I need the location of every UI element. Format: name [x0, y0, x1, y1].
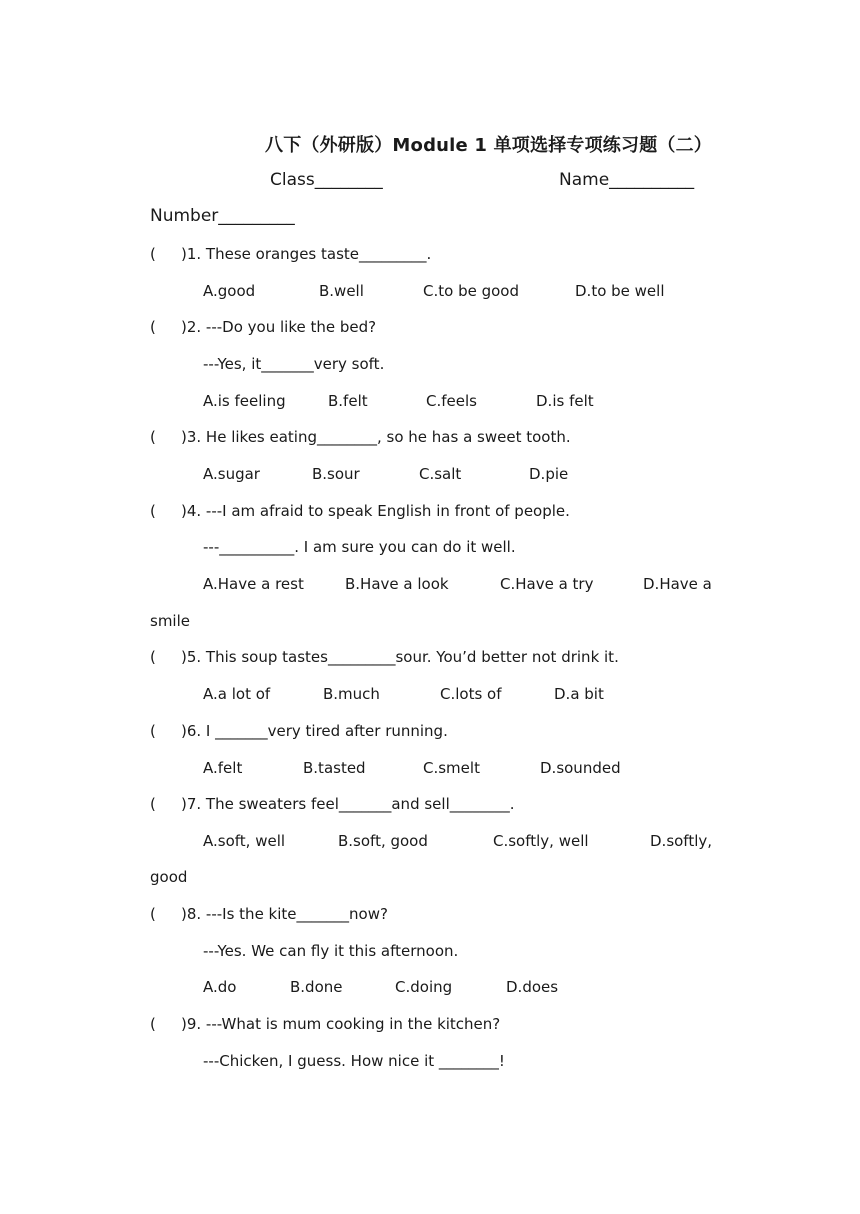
option-c: C.doing — [395, 978, 453, 996]
question-stem: )1. These oranges taste_________. — [181, 245, 432, 263]
option-b: B.well — [319, 282, 364, 300]
question-dialogue-line: ---Yes, it_______very soft. — [203, 355, 385, 373]
option-d-continuation: smile — [150, 612, 190, 630]
question-stem: )8. ---Is the kite_______now? — [181, 905, 388, 923]
option-d: D.a bit — [554, 685, 604, 703]
question-dialogue-line: ---Chicken, I guess. How nice it ________! — [203, 1052, 505, 1070]
answer-paren: ( — [150, 502, 156, 520]
question-stem: )9. ---What is mum cooking in the kitchen? — [181, 1015, 501, 1033]
option-a: A.a lot of — [203, 685, 271, 703]
answer-paren: ( — [150, 1015, 156, 1033]
option-b: B.sour — [312, 465, 360, 483]
option-d-continuation: good — [150, 868, 188, 886]
question-stem: )2. ---Do you like the bed? — [181, 318, 377, 336]
question-stem: )3. He likes eating________, so he has a sweet tooth. — [181, 428, 571, 446]
option-b: B.much — [323, 685, 380, 703]
option-a: A.soft, well — [203, 832, 286, 850]
option-c: C.to be good — [423, 282, 519, 300]
option-a: A.is feeling — [203, 392, 286, 410]
option-c: C.smelt — [423, 759, 480, 777]
question-stem: )7. The sweaters feel_______and sell________. — [181, 795, 515, 813]
option-d: D.to be well — [575, 282, 665, 300]
option-d: D.sounded — [540, 759, 621, 777]
answer-paren: ( — [150, 905, 156, 923]
option-b: B.done — [290, 978, 343, 996]
option-b: B.tasted — [303, 759, 366, 777]
option-a: A.felt — [203, 759, 243, 777]
option-d: D.softly, — [650, 832, 713, 850]
answer-paren: ( — [150, 648, 156, 666]
class-field: Class________ — [270, 170, 383, 190]
question-dialogue-line: ---__________. I am sure you can do it well. — [203, 538, 516, 556]
option-c: C.feels — [426, 392, 477, 410]
question-stem: )6. I _______very tired after running. — [181, 722, 448, 740]
option-b: B.soft, good — [338, 832, 428, 850]
option-c: C.softly, well — [493, 832, 589, 850]
name-field: Name__________ — [559, 170, 695, 190]
answer-paren: ( — [150, 795, 156, 813]
option-c: C.lots of — [440, 685, 502, 703]
answer-paren: ( — [150, 428, 156, 446]
question-stem: )5. This soup tastes_________sour. You’d better not drink it. — [181, 648, 619, 666]
option-d: D.pie — [529, 465, 569, 483]
answer-paren: ( — [150, 245, 156, 263]
option-b: B.Have a look — [345, 575, 449, 593]
option-a: A.Have a rest — [203, 575, 304, 593]
option-d: D.is felt — [536, 392, 594, 410]
answer-paren: ( — [150, 318, 156, 336]
option-d: D.Have a — [643, 575, 712, 593]
option-c: C.Have a try — [500, 575, 594, 593]
option-a: A.good — [203, 282, 256, 300]
option-c: C.salt — [419, 465, 462, 483]
question-dialogue-line: ---Yes. We can fly it this afternoon. — [203, 942, 459, 960]
option-a: A.do — [203, 978, 237, 996]
number-field: Number_________ — [150, 206, 295, 226]
page-title: 八下（外研版）Module 1 单项选择专项练习题（二） — [265, 135, 713, 156]
option-a: A.sugar — [203, 465, 260, 483]
question-stem: )4. ---I am afraid to speak English in front of people. — [181, 502, 570, 520]
answer-paren: ( — [150, 722, 156, 740]
option-d: D.does — [506, 978, 559, 996]
option-b: B.felt — [328, 392, 368, 410]
